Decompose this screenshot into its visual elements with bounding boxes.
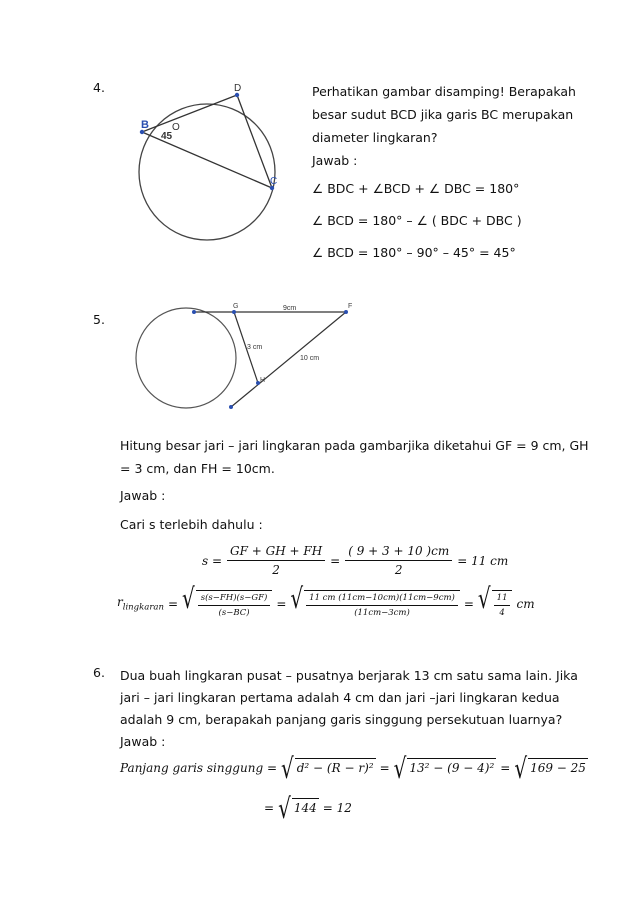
q4-step-1a: BDC + — [327, 181, 373, 196]
q4-line-bd — [142, 95, 237, 132]
sqrt-icon: √ — [477, 581, 491, 616]
q5-line-fh — [231, 312, 346, 407]
q4-step-2 — [312, 213, 522, 228]
q6-eq-1: = — [379, 761, 390, 775]
q4-label-o: O — [172, 122, 180, 133]
angle-icon: ∠ — [428, 181, 441, 196]
r-sqrt-1 — [182, 581, 272, 618]
q6-sqrt-3 — [514, 751, 588, 785]
q5-circle — [136, 308, 236, 408]
s-frac-2-num: ( 9 + 3 + 10 )cm — [345, 544, 452, 561]
q4-question-line: Perhatikan gambar disamping! Berapakah — [312, 84, 576, 99]
q6-rad-1: d² − (R − r)² — [295, 758, 376, 778]
s-frac-2 — [345, 544, 452, 577]
q6-line-2 — [264, 791, 352, 825]
q4-number: 4. — [93, 80, 105, 95]
q6-number: 6. — [93, 665, 105, 680]
q5-label-f: F — [348, 303, 353, 310]
r-lhs — [117, 595, 164, 612]
sqrt-icon: √ — [182, 581, 195, 616]
angle-icon: ∠ — [416, 213, 428, 228]
q5-r-formula — [117, 581, 535, 618]
q6-sqrt-4 — [278, 791, 319, 825]
q4-step-2b: ( BDC + DBC ) — [427, 213, 522, 228]
q6-rad-3: 169 − 25 — [528, 758, 588, 778]
q6-question-line: Dua buah lingkaran pusat – pusatnya berjarak 13 cm satu sama lain. Jika — [120, 668, 578, 683]
s-frac-1-num: GF + GH + FH — [227, 544, 325, 561]
q4-circle — [139, 104, 278, 240]
r-unit: cm — [516, 597, 535, 611]
q5-point-tangent-bottom — [229, 405, 233, 409]
angle-icon: ∠ — [312, 181, 324, 196]
angle-icon: ∠ — [312, 245, 324, 260]
q6-rad-4: 144 — [292, 798, 319, 818]
q6-eq-3: = — [264, 801, 275, 815]
r-sqrt-2 — [290, 581, 459, 618]
q6-sqrt-2 — [393, 751, 497, 785]
sqrt-icon: √ — [278, 791, 291, 825]
s-result: = 11 cm — [457, 553, 509, 568]
sqrt-icon: √ — [393, 751, 407, 785]
q4-question-line: besar sudut BCD jika garis BC merupakan — [312, 107, 574, 122]
q6-lhs: Panjang garis singgung = — [120, 761, 277, 775]
q5-label-gf: 9cm — [283, 305, 297, 312]
q4-question — [312, 80, 576, 149]
q6-question-line: adalah 9 cm, berapakah panjang garis singgung persekutuan luarnya? — [120, 712, 563, 727]
q5-question — [120, 434, 589, 480]
q5-label-gh: 3 cm — [247, 344, 263, 351]
q4-step-2a: BCD = 180° – — [323, 213, 417, 228]
q4-label-d: D — [234, 83, 242, 94]
q4-step-3 — [312, 245, 516, 260]
q6-sqrt-1 — [281, 751, 376, 785]
q6-question-line: jari – jari lingkaran pertama adalah 4 cm dan jari –jari lingkaran kedua — [120, 690, 560, 705]
q6-line-1 — [120, 751, 588, 785]
q5-label-h: H — [260, 377, 266, 384]
q5-answer-label: Jawab : — [120, 488, 166, 503]
q5-number: 5. — [93, 312, 105, 327]
q4-answer-label: Jawab : — [312, 153, 358, 168]
angle-icon: ∠ — [372, 181, 384, 196]
q5-question-line: = 3 cm, dan FH = 10cm. — [120, 461, 275, 476]
q4-step-1b: BCD + — [383, 181, 429, 196]
q5-s-formula — [202, 544, 508, 577]
q4-question-line: diameter lingkaran? — [312, 130, 438, 145]
r-eq-2: = — [276, 597, 287, 611]
angle-icon: ∠ — [312, 213, 324, 228]
s-frac-2-den: 2 — [394, 563, 403, 577]
q4-diagram — [125, 80, 285, 245]
q6-eq-2: = — [500, 761, 511, 775]
sqrt-icon: √ — [290, 581, 304, 616]
sqrt-icon: √ — [514, 751, 528, 785]
q4-angle-label: 45 — [161, 131, 173, 142]
r-f1-den: (s−BC) — [218, 608, 250, 618]
q5-point-g — [232, 310, 236, 314]
q4-label-c: C — [270, 176, 278, 187]
q5-label-g: G — [233, 303, 239, 310]
r-f2-den: (11cm−3cm) — [354, 608, 410, 618]
q5-point-f — [344, 310, 348, 314]
q5-label-fh: 10 cm — [300, 355, 320, 362]
r-f3-num: 11 — [494, 593, 511, 606]
r-lhs-sub: lingkaran — [122, 602, 164, 613]
s-frac-1-den: 2 — [272, 563, 280, 577]
sqrt-icon: √ — [281, 751, 294, 785]
q5-step-1: Cari s terlebih dahulu : — [120, 517, 263, 532]
q4-line-dc — [237, 95, 272, 188]
r-sqrt-3 — [477, 581, 513, 618]
r-f3-den: 4 — [499, 608, 505, 618]
q4-step-1c: DBC = 180° — [440, 181, 520, 196]
r-eq-1: = — [167, 597, 178, 611]
q6-answer-label: Jawab : — [120, 734, 166, 749]
q6-rad-2: 13² − (9 − 4)² — [407, 758, 496, 778]
q5-point-tangent-top — [192, 310, 196, 314]
q5-diagram — [130, 296, 360, 421]
q6-question — [120, 665, 578, 753]
r-lhs-main: r — [117, 595, 123, 610]
q4-step-1 — [312, 181, 519, 196]
s-eq: = — [330, 553, 341, 568]
r-f1-num: s(s−FH)(s−GF) — [198, 593, 271, 606]
s-lhs: s = — [202, 553, 223, 568]
r-f2-num: 11 cm (11cm−10cm)(11cm−9cm) — [306, 593, 458, 606]
r-eq-3: = — [463, 597, 474, 611]
q4-step-3a: BCD = 180° – 90° – 45° = 45° — [323, 245, 516, 260]
s-frac-1 — [227, 544, 325, 577]
q5-question-line: Hitung besar jari – jari lingkaran pada gambarjika diketahui GF = 9 cm, GH — [120, 438, 589, 453]
q4-label-b: B — [141, 119, 149, 131]
q6-result: = 12 — [322, 801, 352, 815]
